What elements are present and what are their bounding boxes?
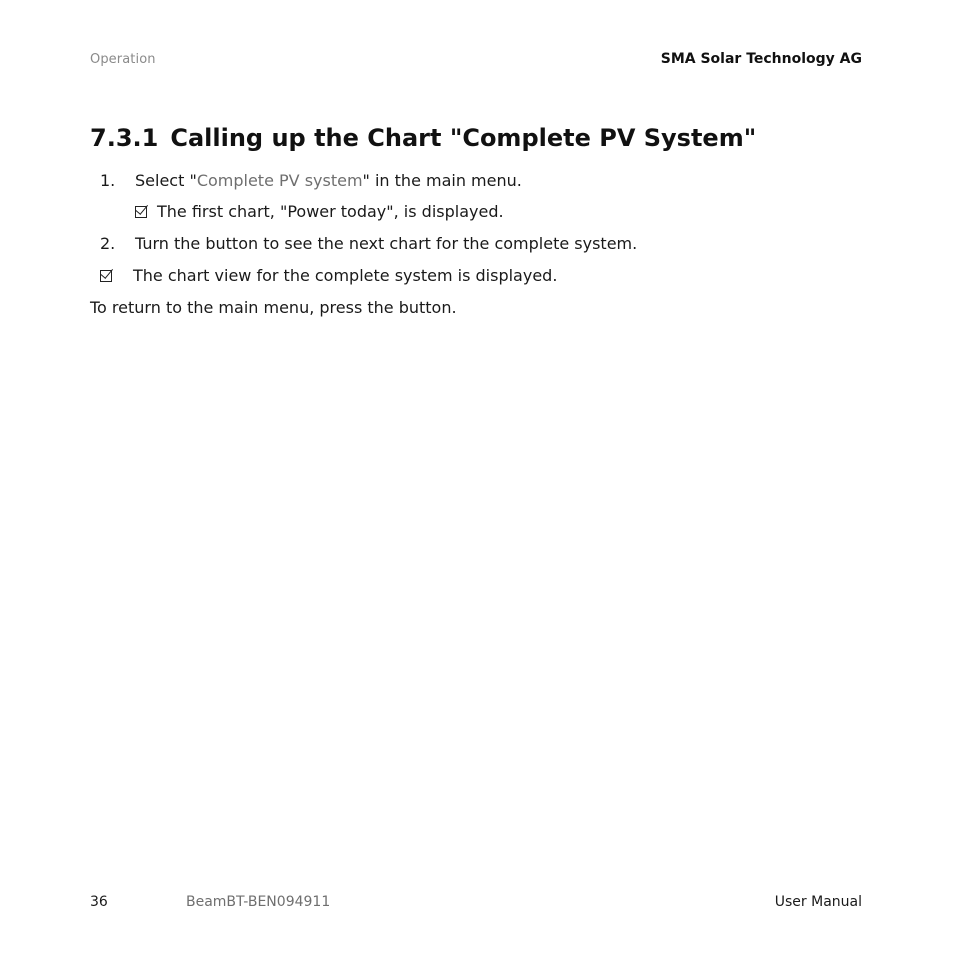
step-2-text: Turn the button to see the next chart for the complete system. — [135, 234, 638, 253]
page-number: 36 — [90, 894, 108, 910]
section-heading — [90, 124, 756, 152]
step-1-text — [135, 171, 522, 190]
return-note: To return to the main menu, press the button. — [90, 298, 457, 317]
step-1-result-text: The first chart, "Power today", is displayed. — [157, 202, 504, 221]
menu-item-reference: Complete PV system — [196, 171, 363, 190]
step-1-result — [135, 202, 504, 221]
final-result-text: The chart view for the complete system is displayed. — [133, 266, 558, 285]
section-title: Calling up the Chart "Complete PV System" — [170, 124, 757, 152]
final-result — [100, 266, 557, 285]
checkbox-checked-icon — [100, 270, 112, 282]
step-1-text-after: " in the main menu. — [362, 171, 522, 190]
header-section-label: Operation — [90, 52, 156, 67]
checkbox-checked-icon — [135, 206, 147, 218]
step-1-number: 1. — [100, 171, 116, 190]
document-id: BeamBT-BEN094911 — [186, 894, 331, 910]
section-number: 7.3.1 — [90, 124, 159, 152]
step-2-number: 2. — [100, 234, 116, 253]
header-company-name: SMA Solar Technology AG — [660, 51, 862, 67]
step-1-text-before: Select " — [135, 171, 197, 190]
document-type: User Manual — [774, 894, 862, 910]
